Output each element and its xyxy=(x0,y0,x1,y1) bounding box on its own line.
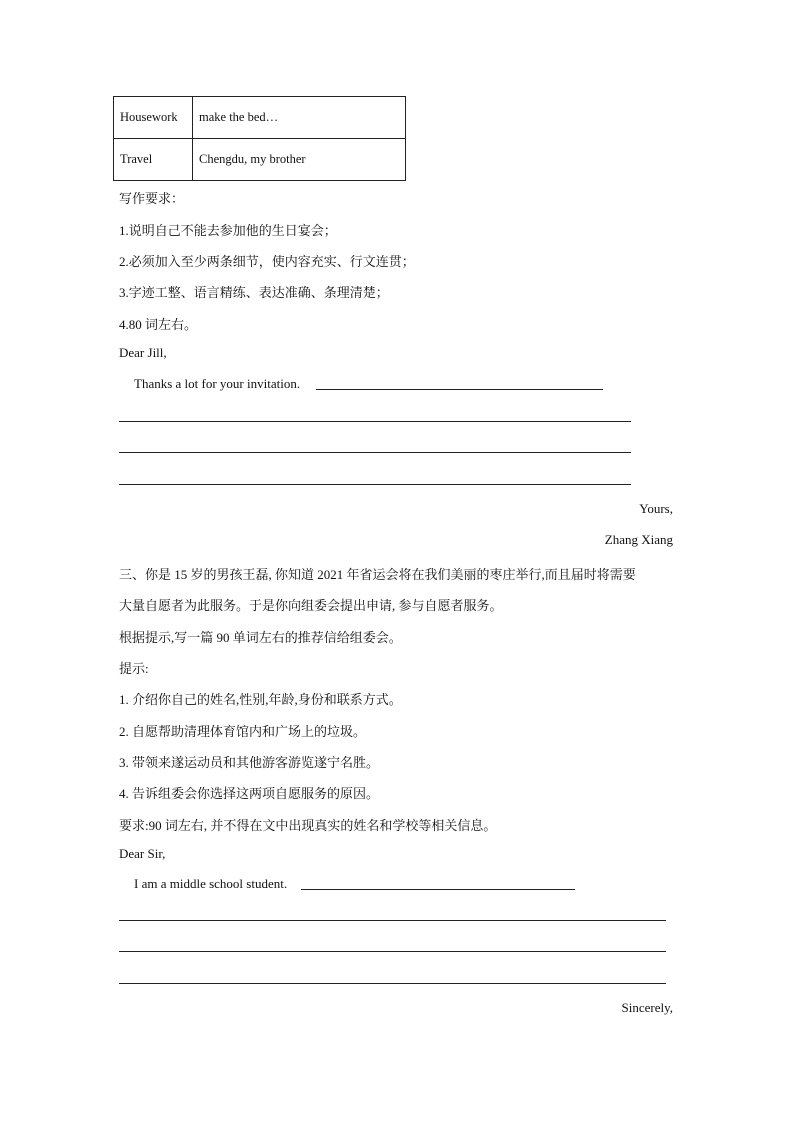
table-cell-key: Housework xyxy=(114,97,193,139)
answer-line[interactable] xyxy=(119,951,666,952)
answer-line[interactable] xyxy=(119,452,631,453)
letter-closing: Yours, xyxy=(639,501,673,516)
section3-intro: 三、你是 15 岁的男孩王磊, 你知道 2021 年省运会将在我们美丽的枣庄举行,而且届时将需要 xyxy=(119,567,636,582)
info-table xyxy=(113,96,406,181)
answer-line[interactable] xyxy=(119,421,631,422)
answer-line[interactable] xyxy=(119,484,631,485)
answer-line[interactable] xyxy=(301,889,575,890)
section3-requirement: 要求:90 词左右, 并不得在文中出现真实的姓名和学校等相关信息。 xyxy=(119,818,497,833)
requirement-item: 3.字迹工整、语言精练、表达准确、条理清楚； xyxy=(119,285,389,300)
answer-line[interactable] xyxy=(316,389,603,390)
hint-item: 3. 带领来遂运动员和其他游客游览遂宁名胜。 xyxy=(119,755,380,770)
requirement-item: 1.说明自己不能去参加他的生日宴会； xyxy=(119,223,337,238)
letter-greeting: Dear Sir, xyxy=(119,846,166,861)
answer-line[interactable] xyxy=(119,920,666,921)
letter-opening: I am a middle school student. xyxy=(134,876,288,891)
hint-item: 4. 告诉组委会你选择这两项自愿服务的原因。 xyxy=(119,786,380,801)
table-cell-value: Chengdu, my brother xyxy=(193,139,406,181)
letter-greeting: Dear Jill, xyxy=(119,345,167,360)
section3-intro: 大量自愿者为此服务。于是你向组委会提出申请, 参与自愿者服务。 xyxy=(119,598,503,613)
hint-title: 提示: xyxy=(119,661,149,676)
table-row xyxy=(114,139,406,181)
hint-item: 1. 介绍你自己的姓名,性别,年龄,身份和联系方式。 xyxy=(119,692,402,707)
hint-item: 2. 自愿帮助清理体育馆内和广场上的垃圾。 xyxy=(119,724,367,739)
table-cell-value: make the bed… xyxy=(193,97,406,139)
section3-task: 根据提示,写一篇 90 单词左右的推荐信给组委会。 xyxy=(119,630,402,645)
requirement-item: 2.必须加入至少两条细节，使内容充实、行文连贯； xyxy=(119,254,415,269)
letter-signature: Zhang Xiang xyxy=(604,532,673,547)
writing-requirements-title: 写作要求： xyxy=(119,191,185,206)
table-cell-key: Travel xyxy=(114,139,193,181)
letter-opening: Thanks a lot for your invitation. xyxy=(134,376,301,391)
requirement-item: 4.80 词左右。 xyxy=(119,317,198,332)
answer-line[interactable] xyxy=(119,983,666,984)
letter-closing: Sincerely, xyxy=(621,1000,673,1015)
table-row xyxy=(114,97,406,139)
